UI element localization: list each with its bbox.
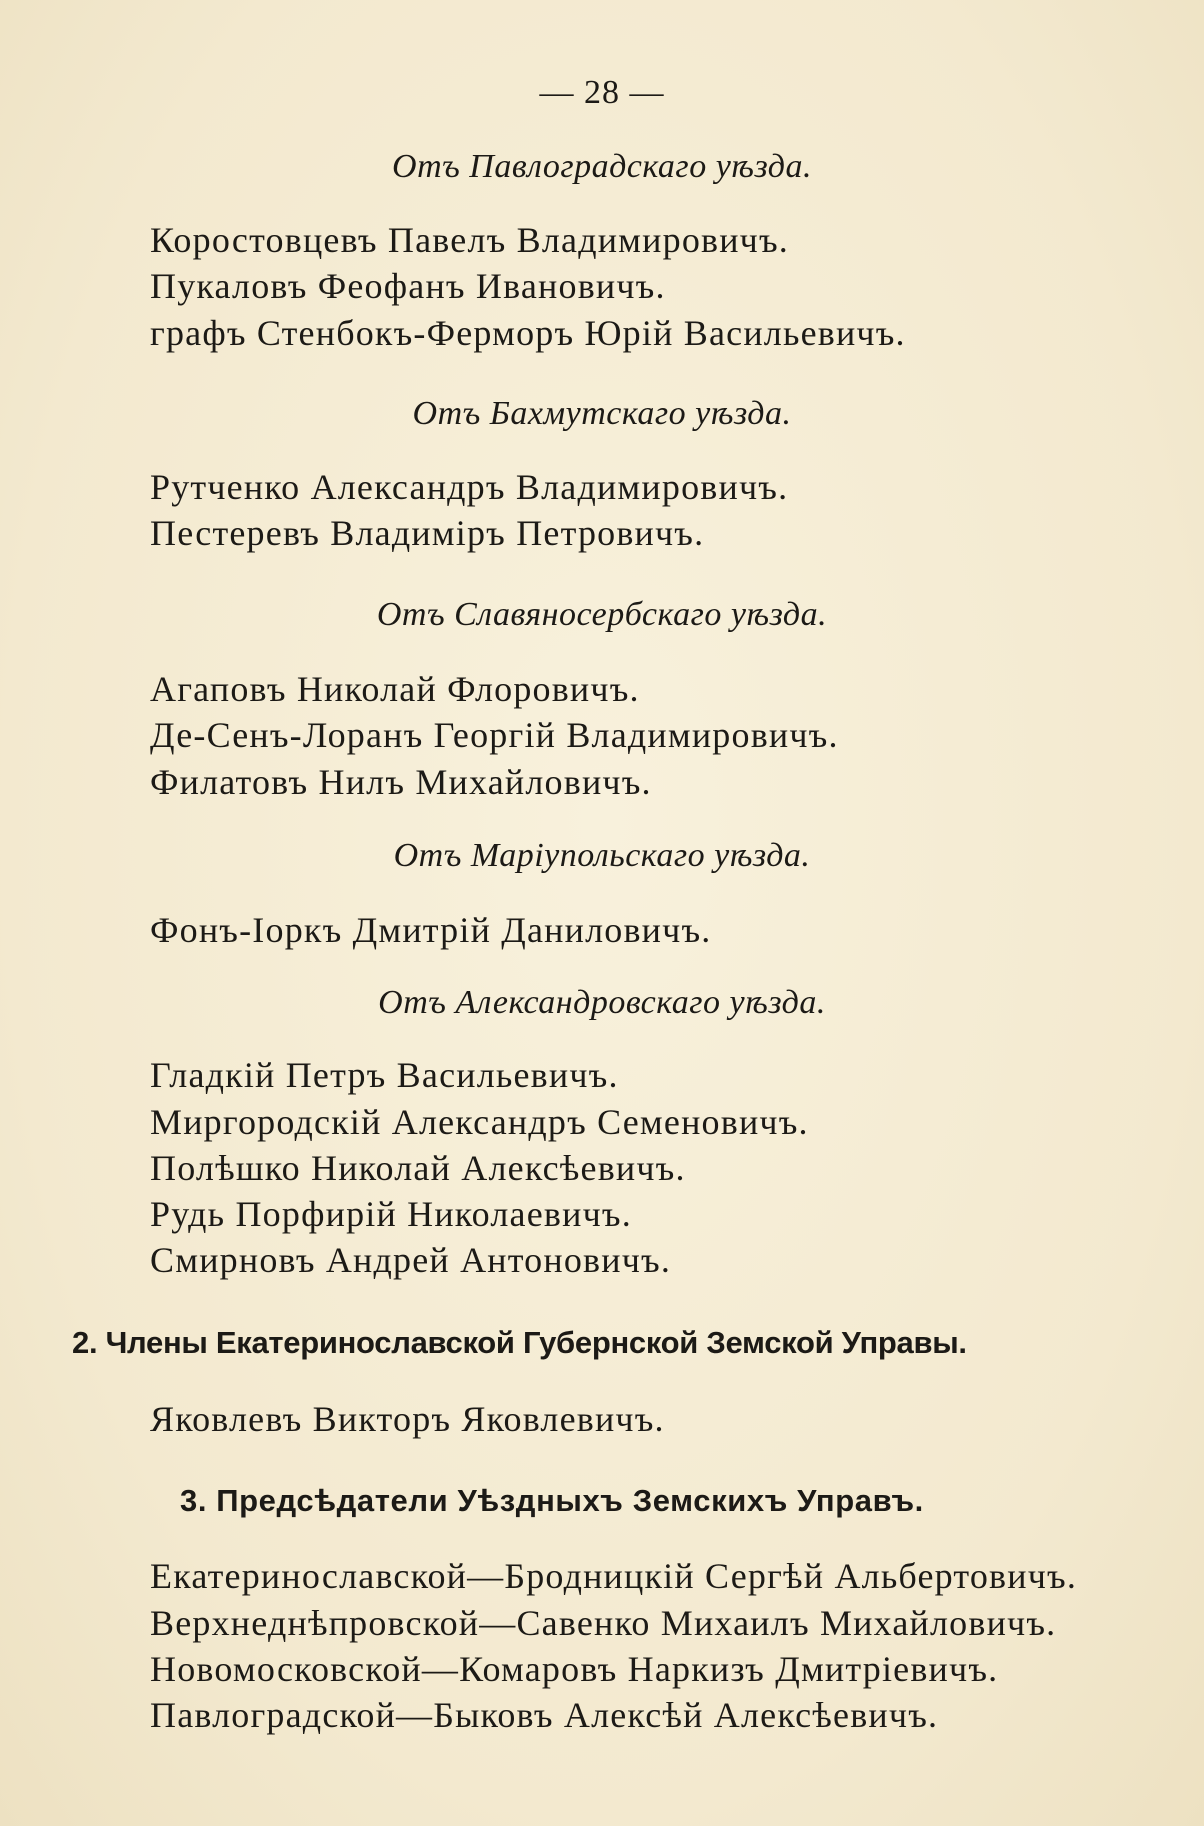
member-line: Фонъ-Іоркъ Дмитрій Даниловичъ. (150, 910, 712, 950)
member-line: Гладкій Петръ Васильевичъ. (150, 1055, 619, 1095)
member-line: Коростовцевъ Павелъ Владимировичъ. (150, 220, 790, 260)
member-line: Пестеревъ Владиміръ Петровичъ. (150, 513, 705, 553)
district-heading: Отъ Александровскаго уѣзда. (378, 984, 826, 1021)
member-line: Верхнеднѣпровской—Савенко Михаилъ Михайловичъ. (150, 1603, 1057, 1643)
page-number: — 28 — (539, 74, 665, 111)
section-3-title: 3. Предсѣдатели Уѣздныхъ Земскихъ Управъ. (180, 1483, 924, 1518)
district-heading: Отъ Маріупольскаго уѣзда. (393, 837, 811, 874)
district-heading: Отъ Павлоградскаго уѣзда. (392, 148, 812, 185)
member-line: Рутченко Александръ Владимировичъ. (150, 467, 789, 507)
member-line: Миргородскій Александръ Семеновичъ. (150, 1102, 809, 1142)
member-line: Екатеринославской—Бродницкій Сергѣй Альбертовичъ. (150, 1556, 1078, 1596)
district-heading: Отъ Славяносербскаго уѣзда. (376, 596, 828, 633)
member-line: Яковлевъ Викторъ Яковлевичъ. (150, 1399, 665, 1439)
member-line: Новомосковской—Комаровъ Наркизъ Дмитріевичъ. (150, 1649, 999, 1689)
member-line: Филатовъ Нилъ Михайловичъ. (150, 762, 652, 802)
member-line: Пукаловъ Феофанъ Ивановичъ. (150, 266, 666, 306)
member-line: Смирновъ Андрей Антоновичъ. (150, 1240, 672, 1280)
member-line: Де-Сенъ-Лоранъ Георгій Владимировичъ. (150, 715, 839, 755)
member-line: Агаповъ Николай Флоровичъ. (150, 669, 640, 709)
member-line: Павлоградской—Быковъ Алексѣй Алексѣевичъ. (150, 1695, 939, 1735)
district-heading: Отъ Бахмутскаго уѣзда. (412, 395, 792, 432)
member-line: Полѣшко Николай Алексѣевичъ. (150, 1148, 686, 1188)
member-line: Рудь Порфирій Николаевичъ. (150, 1194, 632, 1234)
member-line: графъ Стенбокъ-Ферморъ Юрій Васильевичъ. (150, 313, 906, 353)
section-2-title: 2. Члены Екатеринославской Губернской Земской Управы. (72, 1325, 967, 1360)
